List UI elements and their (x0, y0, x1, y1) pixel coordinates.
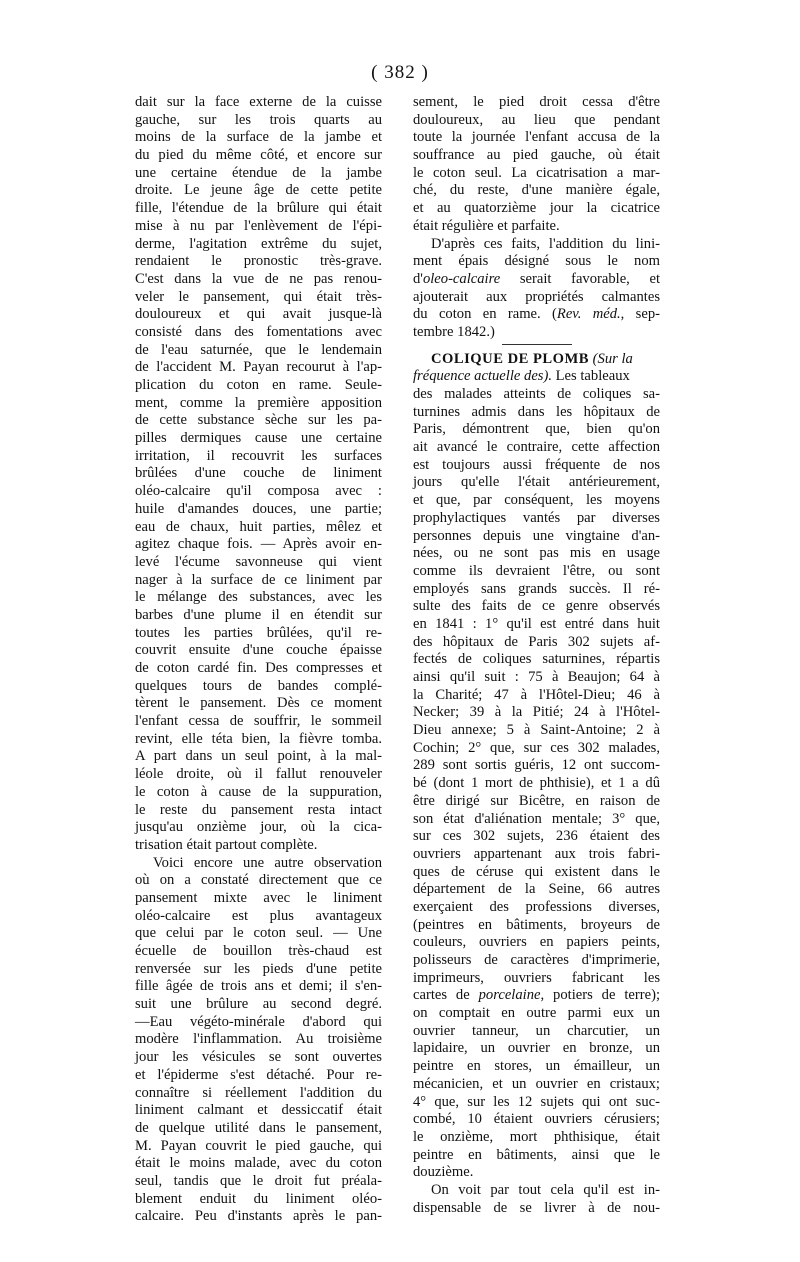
text-line: et l'épiderme s'est détaché. Pour re- (135, 1066, 382, 1083)
text-line: douloureux, au lieu que pendant (413, 111, 660, 128)
text-line: des malades atteints de coliques sa- (413, 386, 660, 402)
text-line: son état d'aliénation mentale; 3° que, (413, 810, 660, 827)
section-subtitle-line (413, 368, 660, 386)
text-line: département de la Seine, 66 autres (413, 881, 660, 898)
section-heading: COLIQUE DE PLOMB (431, 350, 590, 367)
text-line: (peintres en bâtiments, broyeurs de (413, 916, 660, 933)
text-line: ajouterait aux propriétés calmantes (413, 288, 660, 305)
page-number: ( 382 ) (371, 62, 429, 83)
text-line: blement enduit du liniment oléo- (135, 1190, 382, 1207)
text-line: peintre en bâtiments, ainsi que le (413, 1146, 660, 1163)
text-line: était le moins malade, avec du coton (135, 1155, 382, 1172)
text-line: dait sur la face externe de la cuisse (135, 94, 382, 110)
text-line: barbes d'une plume il en étendit sur (135, 606, 382, 623)
text-line: polisseurs de caractères d'imprimerie, (413, 952, 660, 968)
text-line: derme, l'agitation extrême du sujet, (135, 235, 382, 252)
text-line: tembre 1842.) (413, 323, 495, 340)
text-line: moins de la surface de la jambe et (135, 129, 382, 146)
text-line: ques de céruse qui existent dans le (413, 863, 660, 880)
text-line: M. Payan couvrit le pied gauche, qui (135, 1137, 382, 1154)
text-line: rendaient le pronostic très-grave. (135, 253, 382, 270)
text-line: le mélange des substances, avec les (135, 589, 382, 606)
text-line: tèrent le pansement. Dès ce moment (135, 695, 382, 712)
left-column-text (135, 94, 382, 1226)
text-line: connaître si réellement l'addition du (135, 1084, 382, 1101)
text-line: ouvriers appartenant aux trois fabri- (413, 845, 660, 862)
text-line: de cette substance sèche sur les pa- (135, 412, 382, 429)
text-line: Cochin; 2° que, sur ces 302 malades, (413, 739, 660, 756)
text-line: fille âgée de trois ans et demi; il s'en- (135, 978, 382, 995)
section-colique-de-plomb (413, 351, 660, 1182)
section-divider (502, 344, 572, 345)
section-subtitle-cont: fréquence actuelle des). (413, 368, 552, 385)
text-line: peintre en stores, un émailleur, un (413, 1058, 660, 1075)
text-line: calcaire. Peu d'instants après le pan- (135, 1208, 382, 1225)
text-line: sur ces 302 sujets, 236 étaient des (413, 828, 660, 845)
text-line: Voici encore une autre observation (153, 854, 382, 871)
text-line: fectés de coliques saturnines, répartis (413, 651, 660, 668)
text-line: renversée sur les pieds d'une petite (135, 960, 382, 977)
section-heading-line (413, 351, 660, 369)
right-paragraph-2 (413, 236, 660, 342)
text-line: douloureux et qui avait jusque-là (135, 306, 382, 323)
text-line: D'après ces faits, l'addition du lini- (431, 235, 660, 252)
text-line: droite. Le jeune âge de cette petite (135, 182, 382, 199)
text-line: dispensable de se livrer à de nou- (413, 1199, 660, 1216)
text-line: le coton à cause de la suppuration, (135, 783, 382, 800)
text-line: Necker; 39 à la Pitié; 24 à l'Hôtel- (413, 704, 660, 721)
right-paragraph-1 (413, 94, 660, 236)
text-line: de l'accident M. Payan recourut à l'ap- (135, 359, 382, 376)
text-line: on comptait en outre parmi eux un (413, 1005, 660, 1022)
text-line: toutes les parties brûlées, qu'il re- (135, 624, 382, 641)
text-line: consisté dans des fomentations avec (135, 323, 382, 340)
text-line: modère l'inflammation. Au troisième (135, 1031, 382, 1048)
text-line: ait avancé le contraire, cette affection (413, 439, 660, 456)
text-line: comme ils devraient l'être, ou sont (413, 562, 660, 579)
text-line: pansement mixte avec le liniment (135, 889, 382, 906)
text-line: le reste du pansement resta intact (135, 801, 382, 818)
text-line: oléo-calcaire est plus avantageux (135, 907, 382, 924)
text-line: souffrance au pied gauche, où était (413, 147, 660, 164)
text-line: d'oleo-calcaire serait favorable, et (413, 270, 660, 287)
text-line: eau de chaux, huit parties, mêlez et (135, 518, 382, 535)
text-line: du coton en rame. (Rev. méd., sep- (413, 306, 660, 323)
text-line: nager à la surface de ce liniment par (135, 571, 382, 588)
left-column (135, 94, 382, 1226)
text-line: une certaine étendue de la jambe (135, 164, 382, 181)
text-line: l'enfant cessa de souffrir, le sommeil (135, 713, 382, 730)
text-line: des hôpitaux de Paris 302 sujets af- (413, 633, 660, 650)
right-column (413, 94, 660, 1217)
text-line: de coton cardé fin. Des compresses et (135, 660, 382, 676)
text-line: imprimeurs, ouvriers fabricant les (413, 969, 660, 986)
text-line: 289 sont sortis guéris, 12 ont succom- (413, 757, 660, 774)
text-line: et que, par conséquent, les moyens (413, 492, 660, 509)
text-line: de quelque utilité dans le pansement, (135, 1119, 382, 1136)
text-line: trisation était partout complète. (135, 836, 318, 853)
text-line: sement, le pied droit cessa d'être (413, 94, 660, 110)
text-line: où on a constaté directement que ce (135, 872, 382, 889)
text-line: personnes depuis une vingtaine d'an- (413, 527, 660, 544)
text-line: nées, ou ne sont pas mis en usage (413, 545, 660, 562)
text-line: pilles dermiques cause une certaine (135, 430, 382, 447)
text-line: veler le pansement, qui était très- (135, 288, 382, 305)
text-line: que celui par le coton seul. — Une (135, 925, 382, 942)
right-paragraph-4 (413, 1182, 660, 1217)
text-line: turnines admis dans les hôpitaux de (413, 403, 660, 420)
text-line: ment épais désigné sous le nom (413, 253, 660, 270)
text-line: prophylactiques vantés par diverses (413, 509, 660, 526)
text-line: jusqu'au onzième jour, où la cica- (135, 819, 382, 836)
text-line: ché, du reste, d'une manière égale, (413, 182, 660, 199)
text-line: le coton seul. La cicatrisation a mar- (413, 164, 660, 181)
text-line: oléo-calcaire qu'il composa avec : (135, 483, 382, 500)
text-line: léole droite, où il fallut renouveler (135, 766, 382, 783)
section-subtitle: (Sur la (592, 350, 633, 367)
text-line: brûlées d'une couche de liniment (135, 465, 382, 482)
text-line: la Charité; 47 à l'Hôtel-Dieu; 46 à (413, 686, 660, 703)
text-line: ment, comme la première apposition (135, 394, 382, 411)
text-line: mise à nu par l'enlèvement de l'épi- (135, 217, 382, 234)
text-line: couvrit ensuite d'une couche épaisse (135, 642, 382, 659)
text-line: mécanicien, et un ouvrier en cristaux; (413, 1075, 660, 1092)
text-line: agitez chaque fois. — Après avoir en- (135, 536, 382, 553)
text-line: toute la journée l'enfant accusa de la (413, 129, 660, 146)
text-line: suit une brûlure au second degré. (135, 996, 382, 1013)
text-line: —Eau végéto-minérale d'abord qui (135, 1013, 382, 1030)
text-line: être dirigé sur Bicêtre, en raison de (413, 792, 660, 809)
text-line: en 1841 : 1° qu'il est entré dans huit (413, 615, 660, 632)
text-line: le onzième, mort phthisique, était (413, 1128, 660, 1145)
text-line: de l'eau saturnée, que le lendemain (135, 341, 382, 358)
text-line: lapidaire, un ouvrier en bronze, un (413, 1040, 660, 1057)
text-line: écuelle de bouillon très-chaud est (135, 943, 382, 959)
text-line: 4° que, sur les 12 sujets qui ont suc- (413, 1093, 660, 1110)
text-line: exerçaient des professions diverses, (413, 898, 660, 915)
text-line: jour les vésicules se sont ouvertes (135, 1049, 382, 1066)
text-line: jours qu'elle l'était antérieurement, (413, 474, 660, 491)
text-line: couleurs, ouvriers en papiers peints, (413, 934, 660, 951)
text-line: On voit par tout cela qu'il est in- (431, 1181, 660, 1198)
text-line: et au quatorzième jour la cicatrice (413, 200, 660, 217)
text-line: douzième. (413, 1164, 474, 1181)
text-fragment: Les tableaux (555, 368, 630, 385)
text-line: plication du coton en rame. Seule- (135, 377, 382, 393)
text-line: huile d'amandes douces, une partie; (135, 500, 382, 517)
text-line: C'est dans la vue de ne pas renou- (135, 270, 382, 287)
text-line: employés sans grands succès. Il ré- (413, 580, 660, 597)
text-line: fille, l'étendue de la brûlure qui était (135, 200, 382, 217)
text-line: liniment calmant et dessiccatif était (135, 1102, 382, 1119)
text-line: Dieu annexe; 5 à Saint-Antoine; 2 à (413, 722, 660, 739)
text-line: était régulière et parfaite. (413, 217, 560, 234)
text-line: seul, tandis que le droit fut préala- (135, 1172, 382, 1189)
text-line: revint, elle téta bien, la fièvre tomba. (135, 730, 382, 747)
text-line: A part dans un seul point, à la mal- (135, 748, 382, 765)
text-line: bé (dont 1 mort de phthisie), et 1 a dû (413, 775, 660, 792)
text-line: sulte des faits de ce genre observés (413, 598, 660, 615)
text-line: est toujours aussi fréquente de nos (413, 456, 660, 473)
text-line: gauche, sur les trois quarts au (135, 111, 382, 128)
text-line: Paris, démontrent que, bien qu'on (413, 421, 660, 438)
text-line: ainsi qu'il suit : 75 à Beaujon; 64 à (413, 669, 660, 685)
text-line: levé l'écume savonneuse qui vient (135, 553, 382, 570)
text-line: ouvrier tanneur, un charcutier, un (413, 1022, 660, 1039)
text-line: quelques tours de bandes complé- (135, 677, 382, 694)
text-line: irritation, il recouvrit les surfaces (135, 447, 382, 464)
text-line: cartes de porcelaine, potiers de terre); (413, 987, 660, 1004)
text-line: combé, 10 étaient ouvriers cérusiers; (413, 1111, 660, 1128)
text-line: du pied du même côté, et encore sur (135, 147, 382, 164)
